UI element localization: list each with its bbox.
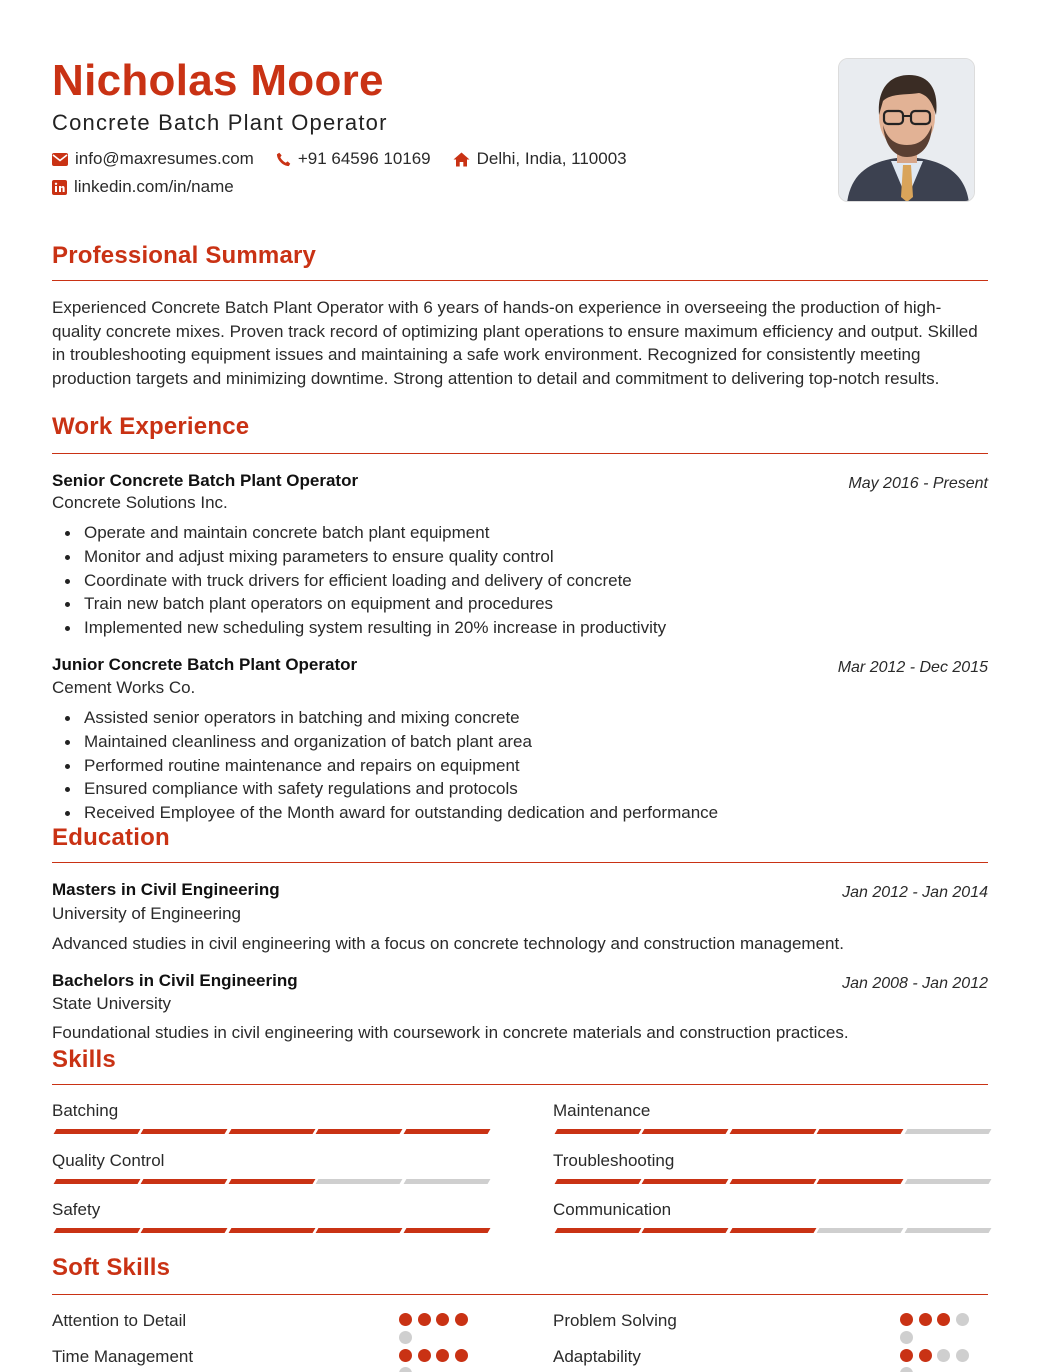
skill-bar-segment [228,1228,315,1233]
skill-bar-segment [316,1228,403,1233]
skill-bar-segment [729,1228,816,1233]
degree-title: Bachelors in Civil Engineering [52,971,298,990]
job-company: Cement Works Co. [52,678,196,697]
rating-dot [900,1331,913,1344]
degree-dates: Jan 2008 - Jan 2012 [842,975,988,992]
job-dates: Mar 2012 - Dec 2015 [837,659,988,676]
section-divider [52,280,988,281]
skill-name: Safety [52,1200,101,1219]
skill-name: Batching [52,1101,119,1120]
linkedin-icon [52,180,67,195]
rating-dot [956,1313,969,1326]
list-item: Implemented new scheduling system resulting in 20% increase in productivity [62,616,666,640]
soft-skill-name: Time Management [52,1347,194,1366]
skill-name: Communication [553,1200,672,1219]
rating-dot [436,1349,449,1362]
skill-level-bar [556,1179,993,1184]
skill-name: Maintenance [553,1101,651,1120]
email-text: info@maxresumes.com [75,149,254,168]
rating-dot [455,1349,468,1362]
rating-dot [900,1313,913,1326]
rating-dot [937,1313,950,1326]
skill-bar-segment [817,1129,904,1134]
skill-bar-segment [403,1179,490,1184]
list-item: Performed routine maintenance and repairs on equipment [62,754,718,778]
skill-bar-segment [141,1179,228,1184]
rating-dot [937,1349,950,1362]
skill-level-bar [556,1129,993,1134]
soft-skill-name: Attention to Detail [52,1311,187,1330]
skill-bar-segment [54,1228,141,1233]
soft-skill-name: Adaptability [553,1347,641,1366]
job-dates: May 2016 - Present [848,475,988,492]
candidate-name: Nicholas Moore [52,56,384,105]
summary-text: Experienced Concrete Batch Plant Operator with 6 years of hands-on experience in overseeing the production of high-quality concrete mixes. Proven track record of optimizing plant operations to ensure maximum efficiency and output. Skilled in troubleshooting equipment issues and maintaining a safe work environment. Recognized for consistently meeting production targets and minimizing downtime. Strong attention to detail and commitment to delivering top-notch results. [52,298,978,388]
school-name: University of Engineering [52,904,241,923]
skill-bar-segment [141,1129,228,1134]
skill-bar-segment [54,1129,141,1134]
skill-bar-segment [316,1179,403,1184]
list-item: Monitor and adjust mixing parameters to ensure quality control [62,545,666,569]
skill-bar-segment [403,1129,490,1134]
rating-dot [436,1313,449,1326]
rating-dot [418,1349,431,1362]
skill-level-bar [55,1228,492,1233]
rating-dot [399,1313,412,1326]
section-title-skills: Skills [52,1046,116,1073]
soft-skill-rating [900,1349,976,1372]
job-bullets [62,521,666,640]
soft-skill-rating [900,1313,976,1349]
rating-dot [919,1349,932,1362]
candidate-title: Concrete Batch Plant Operator [52,110,388,135]
skill-bar-segment [904,1228,991,1233]
skill-name: Troubleshooting [553,1151,675,1170]
contact-linkedin[interactable] [52,177,234,197]
list-item: Assisted senior operators in batching and mixing concrete [62,706,718,730]
section-title-summary: Professional Summary [52,242,317,269]
skill-bar-segment [642,1228,729,1233]
skill-bar-segment [316,1129,403,1134]
contact-phone[interactable] [276,149,431,169]
list-item: Operate and maintain concrete batch plant equipment [62,521,666,545]
skill-bar-segment [54,1179,141,1184]
degree-description: Advanced studies in civil engineering with a focus on concrete technology and construction management. [52,934,844,953]
contact-row [52,149,649,169]
degree-title: Masters in Civil Engineering [52,880,280,899]
soft-skill-name: Problem Solving [553,1311,677,1330]
list-item: Ensured compliance with safety regulations and protocols [62,777,718,801]
list-item: Received Employee of the Month award for outstanding dedication and performance [62,801,718,825]
skill-bar-segment [642,1179,729,1184]
skill-bar-segment [904,1129,991,1134]
skill-bar-segment [555,1179,642,1184]
skill-bar-segment [141,1228,228,1233]
rating-dot [418,1313,431,1326]
skill-level-bar [55,1129,492,1134]
school-name: State University [52,994,172,1013]
list-item: Train new batch plant operators on equipment and procedures [62,592,666,616]
rating-dot [900,1367,913,1372]
degree-description: Foundational studies in civil engineering with coursework in concrete materials and construction practices. [52,1023,849,1042]
location-text: Delhi, India, 110003 [476,149,627,168]
envelope-icon [52,153,68,166]
job-title: Senior Concrete Batch Plant Operator [52,471,359,490]
skill-bar-segment [228,1129,315,1134]
section-title-soft-skills: Soft Skills [52,1254,171,1281]
job-title: Junior Concrete Batch Plant Operator [52,655,358,674]
list-item: Maintained cleanliness and organization of batch plant area [62,730,718,754]
phone-text: +91 64596 10169 [297,149,431,168]
home-icon [453,152,470,167]
section-divider [52,1084,988,1085]
section-divider [52,453,988,454]
skill-bar-segment [228,1179,315,1184]
list-item: Coordinate with truck drivers for efficient loading and delivery of concrete [62,569,666,593]
degree-dates: Jan 2012 - Jan 2014 [842,884,988,901]
phone-icon [276,152,291,167]
soft-skill-rating [399,1313,475,1349]
rating-dot [919,1313,932,1326]
skill-name: Quality Control [52,1151,165,1170]
rating-dot [399,1331,412,1344]
skill-bar-segment [555,1228,642,1233]
skill-bar-segment [904,1179,991,1184]
section-divider [52,1294,988,1295]
contact-location [453,149,627,169]
skill-bar-segment [817,1179,904,1184]
contact-row-2 [52,177,256,197]
skill-bar-segment [817,1228,904,1233]
skill-bar-segment [729,1129,816,1134]
section-title-experience: Work Experience [52,413,250,440]
profile-photo [838,58,975,202]
soft-skill-rating [399,1349,475,1372]
skill-level-bar [556,1228,993,1233]
skill-bar-segment [729,1179,816,1184]
rating-dot [399,1367,412,1372]
skill-bar-segment [403,1228,490,1233]
rating-dot [399,1349,412,1362]
skill-level-bar [55,1179,492,1184]
section-divider [52,862,988,863]
job-bullets [62,706,718,825]
skill-bar-segment [642,1129,729,1134]
section-title-education: Education [52,824,170,851]
linkedin-text: linkedin.com/in/name [74,177,234,196]
rating-dot [455,1313,468,1326]
skill-bar-segment [555,1129,642,1134]
job-company: Concrete Solutions Inc. [52,493,228,512]
rating-dot [956,1349,969,1362]
rating-dot [900,1349,913,1362]
contact-email[interactable] [52,149,254,169]
